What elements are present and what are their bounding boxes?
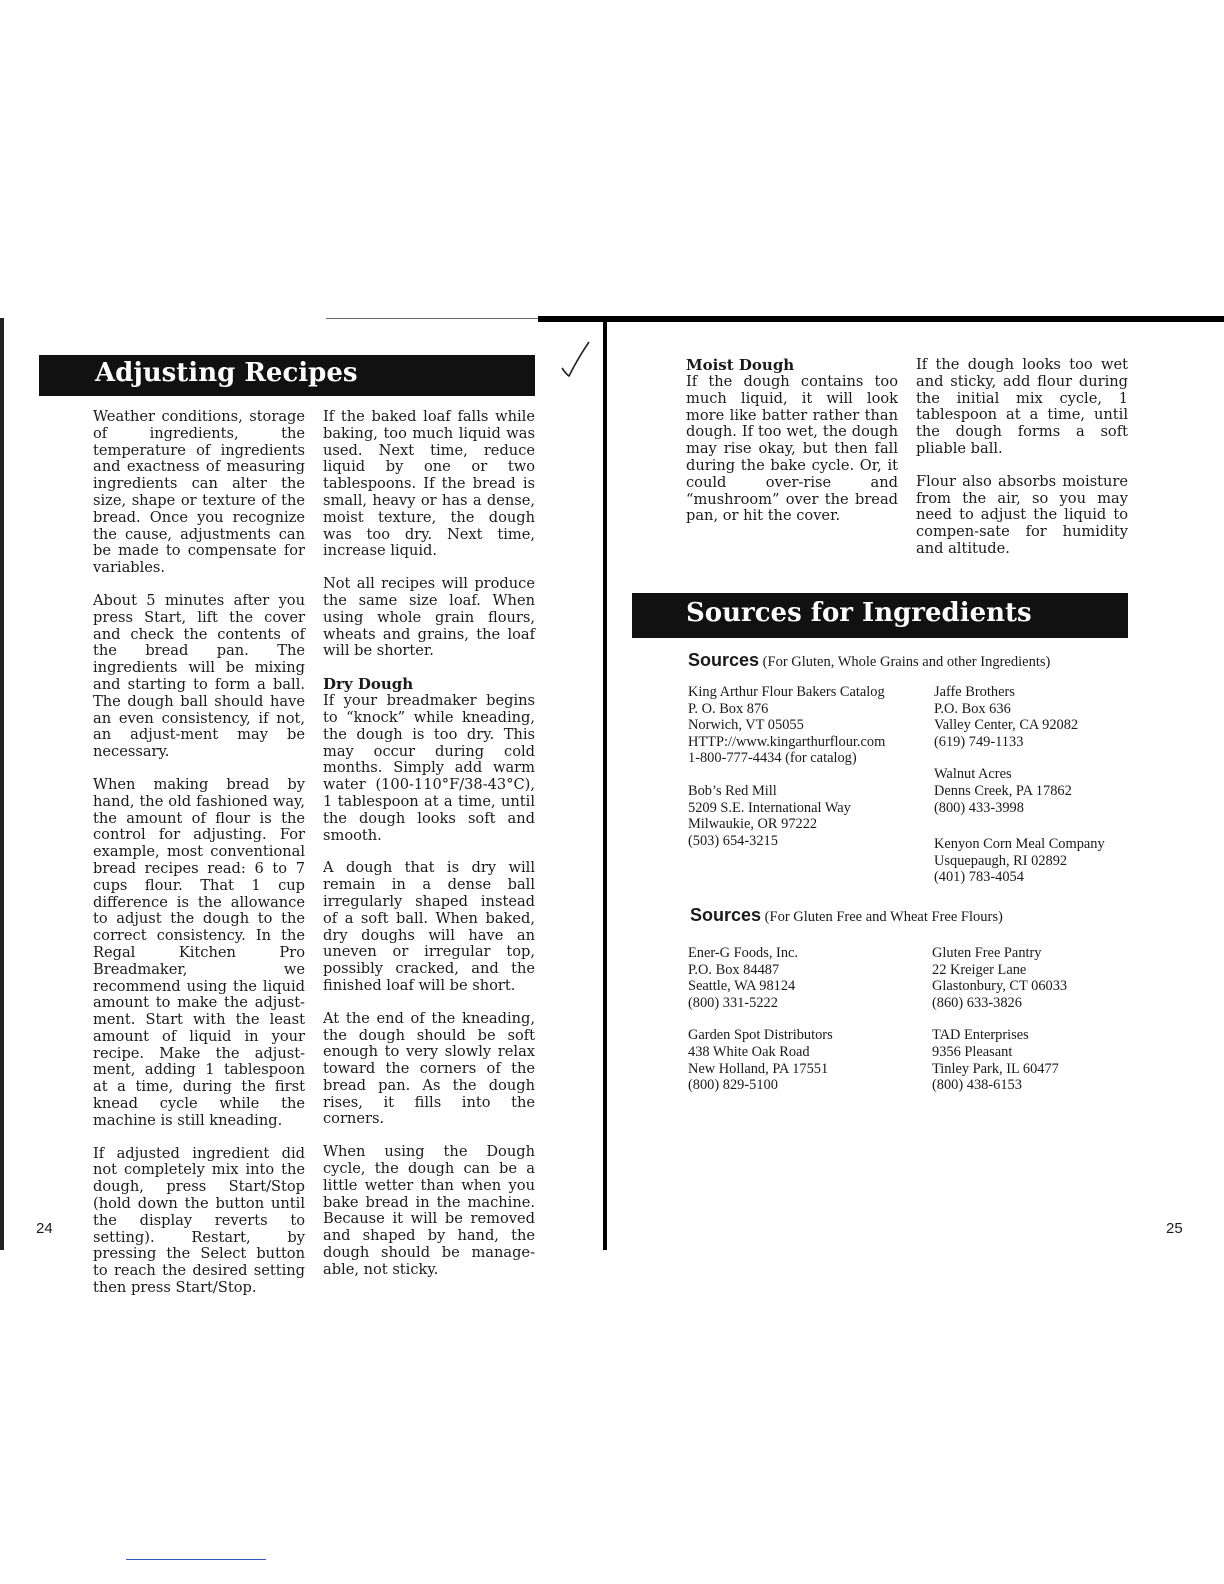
address-line: Gluten Free Pantry (932, 945, 1042, 961)
sources-banner (632, 593, 1128, 638)
address-line: 9356 Pleasant (932, 1043, 1013, 1060)
address-line: Jaffe Brothers (934, 684, 1015, 700)
address-line: Tinley Park, IL 60477 (932, 1060, 1059, 1077)
paragraph: If the dough looks too wet and sticky, add flour during the initial mix cycle, 1 tablespoon at a time, until the dough forms a soft pliable ball. (916, 356, 1128, 457)
page-number-right: 25 (1166, 1220, 1183, 1237)
address-line: (800) 331-5222 (688, 994, 778, 1011)
sources-note: (For Gluten, Whole Grains and other Ingredients) (762, 654, 1051, 670)
address-line: (800) 829-5100 (688, 1077, 778, 1094)
address-block (688, 783, 908, 849)
moist-dough-column-2 (916, 357, 1128, 574)
address-block (932, 1027, 1122, 1093)
address-line: (401) 783-4054 (934, 869, 1024, 886)
paragraph: If the baked loaf falls while baking, too much liquid was used. Next time, reduce liquid by one or two tablespoons. If the bread is small, heavy or has a dense, moist texture, the dough was too dry. Next time, increase liquid. (323, 408, 535, 560)
checkmark-icon (560, 340, 592, 380)
left-column-2 (323, 409, 535, 1295)
address-block (934, 836, 1124, 886)
address-line: Kenyon Corn Meal Company (934, 836, 1105, 853)
page-number-left: 24 (36, 1220, 53, 1237)
moist-dough-column-1 (686, 357, 898, 541)
address-line: Denns Creek, PA 17862 (934, 782, 1072, 799)
paragraph: If the dough contains too much liquid, it will look more like batter rather than dough. If too wet, the dough may rise okay, but then fall during the bake cycle. Or, it could over-rise and “mushroom” over the bread pan, or hit the cover. (686, 373, 898, 525)
sources-2-right-column (932, 945, 1122, 1110)
sources-label: Sources (688, 650, 760, 670)
address-line: Valley Center, CA 92082 (934, 717, 1079, 734)
sources-1-right-column (934, 684, 1124, 902)
address-block (934, 766, 1124, 816)
banner-title: Sources for Ingredients (686, 598, 1032, 628)
address-line: Milwaukie, OR 97222 (688, 816, 818, 833)
sources-1-left-column (688, 684, 908, 865)
top-thin-rule (326, 318, 538, 319)
paragraph: About 5 minutes after you press Start, lift the cover and check the contents of the bread pan. The ingredients will be mixing and starting to form a ball. The dough ball should have an even consistency, if not, an adjust-ment may be necessary. (93, 591, 305, 761)
address-line: (800) 433-3998 (934, 799, 1024, 816)
bottom-link-rule (126, 1559, 266, 1560)
adjusting-recipes-banner (39, 355, 535, 396)
sources-heading-2 (690, 905, 1003, 926)
paragraph: When using the Dough cycle, the dough can be a little wetter than when you bake bread in the machine. Because it will be removed and shaped by hand, the dough should be manage-able, not sticky. (323, 1143, 535, 1278)
address-block (934, 684, 1124, 750)
paragraph: If adjusted ingredient did not completely mix into the dough, press Start/Stop (hold down the button until the display reverts to setting). Restart, by pressing the Select button to reach the desired setting then press Start/Stop. (93, 1144, 305, 1297)
address-line: TAD Enterprises (932, 1027, 1029, 1044)
address-line: 1-800-777-4434 (for catalog) (688, 750, 857, 767)
sources-2-left-column (688, 945, 908, 1110)
paragraph: When making bread by hand, the old fashioned way, the amount of flour is the control for adjusting. For example, most conventional bread recipes read: 6 to 7 cups flour. That 1 cup difference is the allowance to adjust the dough to the correct consistency. In the Regal Kitchen Pro Breadmaker, we recommend using the liquid amount to make the adjust-ment. Start with the least amount of liquid in your recipe. Make the adjust-ment, adding 1 tablespoon at a time, during the first knead cycle while the machine is still kneading. (93, 775, 305, 1129)
address-line: Usquepaugh, RI 02892 (934, 852, 1068, 869)
moist-dough-heading: Moist Dough (686, 356, 795, 374)
paragraph: At the end of the kneading, the dough should be soft enough to very slowly relax toward the corners of the bread pan. As the dough rises, it fills into the corners. (323, 1009, 535, 1128)
address-line: Walnut Acres (934, 766, 1012, 783)
address-line: Bob’s Red Mill (688, 782, 777, 799)
paragraph: If your breadmaker begins to “knock” while kneading, the dough is too dry. This may occur during cold months. Simply add warm water (100-110°F/38-43°C), 1 tablespoon at a time, until the dough looks soft and smooth. (323, 692, 535, 844)
address-line: Ener-G Foods, Inc. (688, 945, 799, 961)
paragraph: A dough that is dry will remain in a dense ball irregularly shaped instead of a soft ball. When baked, dry doughs will have an uneven or irregular top, possibly cracked, and the finished loaf will be short. (323, 859, 535, 994)
paragraph: Not all recipes will produce the same size loaf. When using whole grain flours, wheats and grains, the loaf will be shorter. (323, 575, 535, 660)
sources-label: Sources (690, 905, 762, 925)
address-line: P. O. Box 876 (688, 700, 769, 717)
sources-heading-1 (688, 650, 1050, 671)
address-line: (619) 749-1133 (934, 733, 1024, 750)
address-line: 22 Kreiger Lane (932, 961, 1027, 978)
address-line: (503) 654-3215 (688, 832, 778, 849)
address-line: P.O. Box 84487 (688, 961, 780, 978)
sources-note: (For Gluten Free and Wheat Free Flours) (764, 909, 1003, 925)
address-line: HTTP://www.kingarthurflour.com (688, 733, 886, 750)
address-block (688, 1027, 908, 1093)
left-edge-rule (0, 318, 4, 1250)
address-line: (860) 633-3826 (932, 994, 1022, 1011)
address-block (688, 684, 908, 767)
top-thick-rule (538, 316, 1224, 322)
address-line: New Holland, PA 17551 (688, 1060, 829, 1077)
address-line: King Arthur Flour Bakers Catalog (688, 684, 885, 700)
address-line: P.O. Box 636 (934, 700, 1011, 717)
address-line: Norwich, VT 05055 (688, 717, 804, 734)
address-line: (800) 438-6153 (932, 1077, 1022, 1094)
left-column-1 (93, 409, 305, 1313)
address-line: 438 White Oak Road (688, 1043, 810, 1060)
spine-rule (603, 320, 607, 1250)
address-line: Seattle, WA 98124 (688, 978, 796, 995)
banner-title: Adjusting Recipes (95, 358, 358, 388)
paragraph: Weather conditions, storage of ingredients, the temperature of ingredients and exactness of measuring ingredients can alter the size, shape or texture of the bread. Once you recognize the cause, adjustments can be made to compensate for variables. (93, 408, 305, 577)
address-line: Garden Spot Distributors (688, 1027, 833, 1044)
address-block (688, 945, 908, 1011)
address-block (932, 945, 1122, 1011)
address-line: Glastonbury, CT 06033 (932, 978, 1068, 995)
address-line: 5209 S.E. International Way (688, 799, 851, 816)
dry-dough-heading: Dry Dough (323, 675, 414, 694)
paragraph: Flour also absorbs moisture from the air, so you may need to adjust the liquid to compen-sate for humidity and altitude. (916, 472, 1128, 557)
